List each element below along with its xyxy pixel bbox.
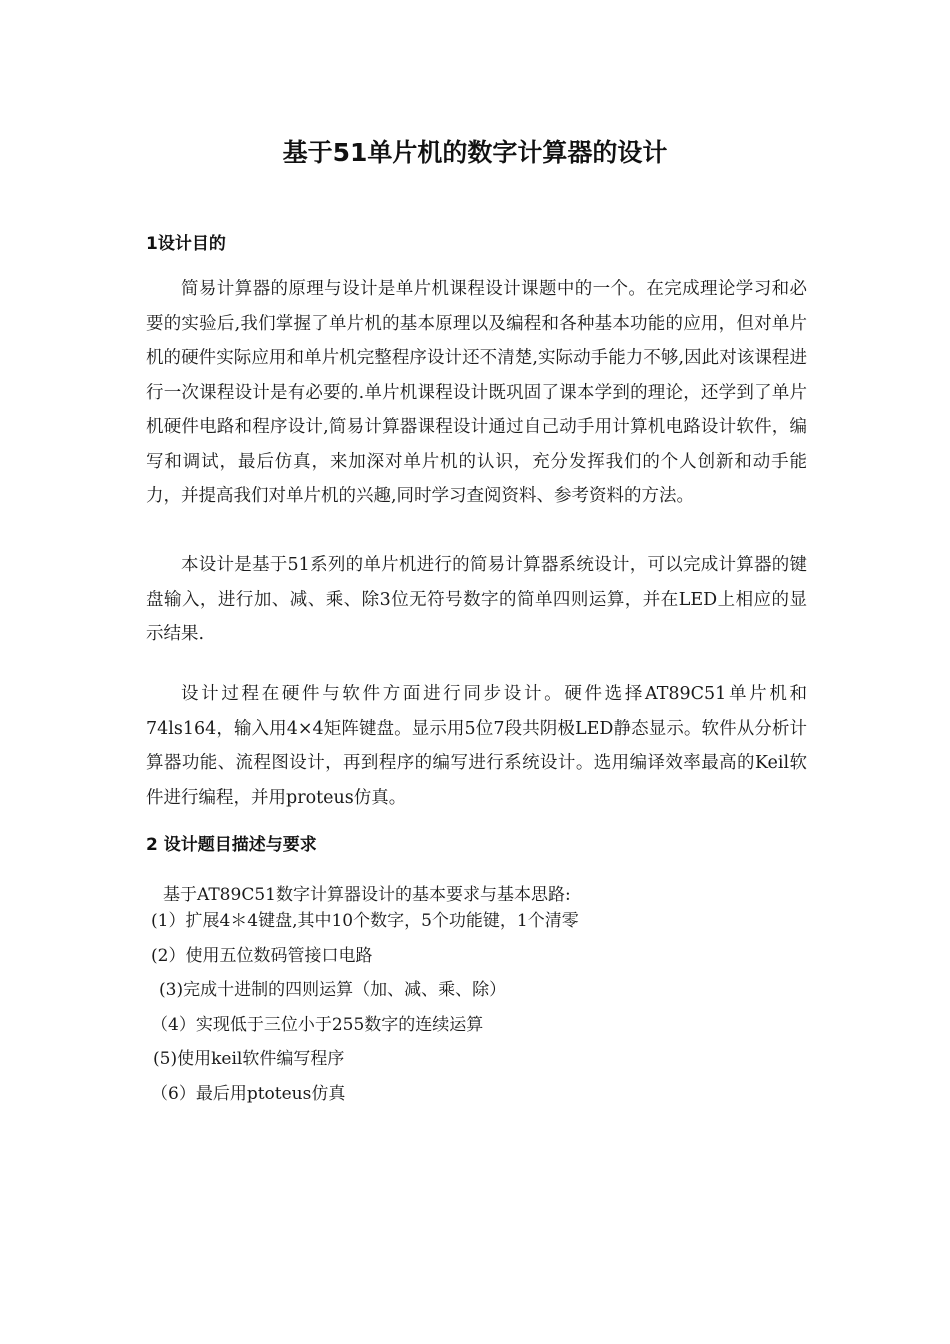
requirement-item-1: (1）扩展4＊4键盘,其中10个数字，5个功能键，1个清零	[151, 911, 579, 931]
requirement-item-6: （6）最后用ptoteus仿真	[151, 1084, 346, 1104]
requirement-item-5: (5)使用keil软件编写程序	[153, 1049, 345, 1069]
section-1-paragraph-3: 设计过程在硬件与软件方面进行同步设计。硬件选择AT89C51单片机和74ls164，输入用4×4矩阵键盘。显示用5位7段共阴极LED静态显示。软件从分析计算器功能、流程图设计，再到程序的编写进行系统设计。选用编译效率最高的Keil软件进行编程，并用proteus仿真。	[146, 684, 807, 808]
section-1-paragraph-2: 本设计是基于51系列的单片机进行的简易计算器系统设计，可以完成计算器的键盘输入，进行加、减、乘、除3位无符号数字的简单四则运算，并在LED上相应的显示结果.	[146, 555, 807, 644]
document-title: 基于51单片机的数字计算器的设计	[282, 138, 668, 167]
section-1-heading: 1设计目的	[146, 234, 226, 254]
section-1-paragraph-1: 简易计算器的原理与设计是单片机课程设计课题中的一个。在完成理论学习和必要的实验后,我们掌握了单片机的基本原理以及编程和各种基本功能的应用，但对单片机的硬件实际应用和单片机完整程序设计还不清楚,实际动手能力不够,因此对该课程进行一次课程设计是有必要的.单片机课程设计既巩固了课本学到的理论，还学到了单片机硬件电路和程序设计,简易计算器课程设计通过自己动手用计算机电路设计软件，编写和调试，最后仿真，来加深对单片机的认识，充分发挥我们的个人创新和动手能力，并提高我们对单片机的兴趣,同时学习查阅资料、参考资料的方法。	[146, 279, 807, 506]
section-2-heading: 2 设计题目描述与要求	[146, 835, 317, 855]
requirement-item-3: (3)完成十进制的四则运算（加、减、乘、除）	[159, 980, 507, 1000]
requirement-item-2: (2）使用五位数码管接口电路	[151, 946, 373, 966]
requirement-item-4: （4）实现低于三位小于255数字的连续运算	[151, 1015, 484, 1035]
section-2-intro: 基于AT89C51数字计算器设计的基本要求与基本思路:	[163, 885, 571, 905]
